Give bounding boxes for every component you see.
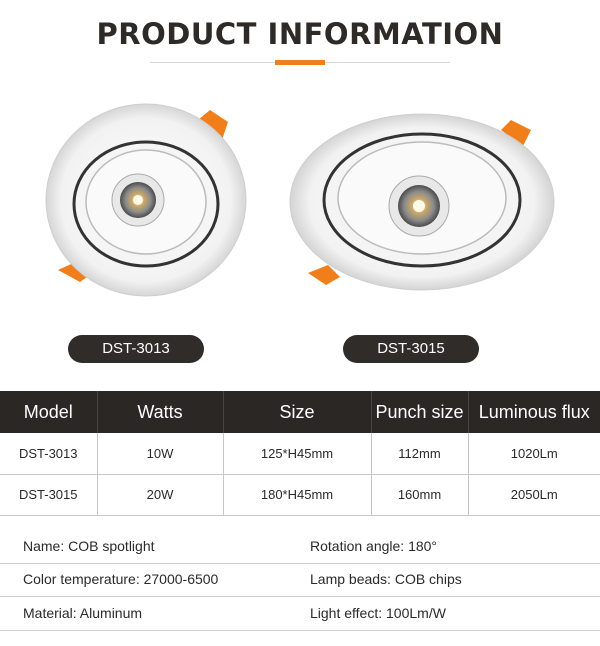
- header-model: Model: [0, 391, 97, 433]
- table-row: [0, 433, 600, 474]
- cell-model: DST-3013: [0, 433, 97, 474]
- header-size: Size: [223, 391, 371, 433]
- header-watts: Watts: [97, 391, 223, 433]
- table-row: [0, 474, 600, 515]
- cell-watts: 10W: [97, 433, 223, 474]
- spec-lamp-beads: Lamp beads: COB chips: [310, 571, 462, 587]
- product-image-dst-3015: [286, 108, 556, 313]
- cell-luminous-flux: 2050Lm: [468, 474, 600, 515]
- header-luminous-flux: Luminous flux: [468, 391, 600, 433]
- spec-row: [0, 563, 600, 597]
- header-punch-size: Punch size: [371, 391, 468, 433]
- spec-table: [0, 391, 600, 516]
- cell-size: 180*H45mm: [223, 474, 371, 515]
- cell-punch-size: 160mm: [371, 474, 468, 515]
- table-header-row: [0, 391, 600, 433]
- model-pill-dst-3015: DST-3015: [343, 335, 479, 363]
- spec-row: [0, 530, 600, 564]
- spec-material: Material: Aluminum: [23, 605, 143, 621]
- cell-punch-size: 112mm: [371, 433, 468, 474]
- cell-model: DST-3015: [0, 474, 97, 515]
- product-image-dst-3013: [38, 100, 258, 300]
- cell-luminous-flux: 1020Lm: [468, 433, 600, 474]
- cell-size: 125*H45mm: [223, 433, 371, 474]
- cell-watts: 20W: [97, 474, 223, 515]
- spec-light-effect: Light effect: 100Lm/W: [310, 605, 446, 621]
- spec-color-temperature: Color temperature: 27000-6500: [23, 571, 219, 587]
- spec-row: [0, 597, 600, 631]
- model-pill-dst-3013: DST-3013: [68, 335, 204, 363]
- spec-name: Name: COB spotlight: [23, 538, 155, 554]
- spec-rotation-angle: Rotation angle: 180°: [310, 538, 438, 554]
- page-title: PRODUCT INFORMATION: [96, 17, 504, 51]
- title-accent-bar: [275, 60, 325, 65]
